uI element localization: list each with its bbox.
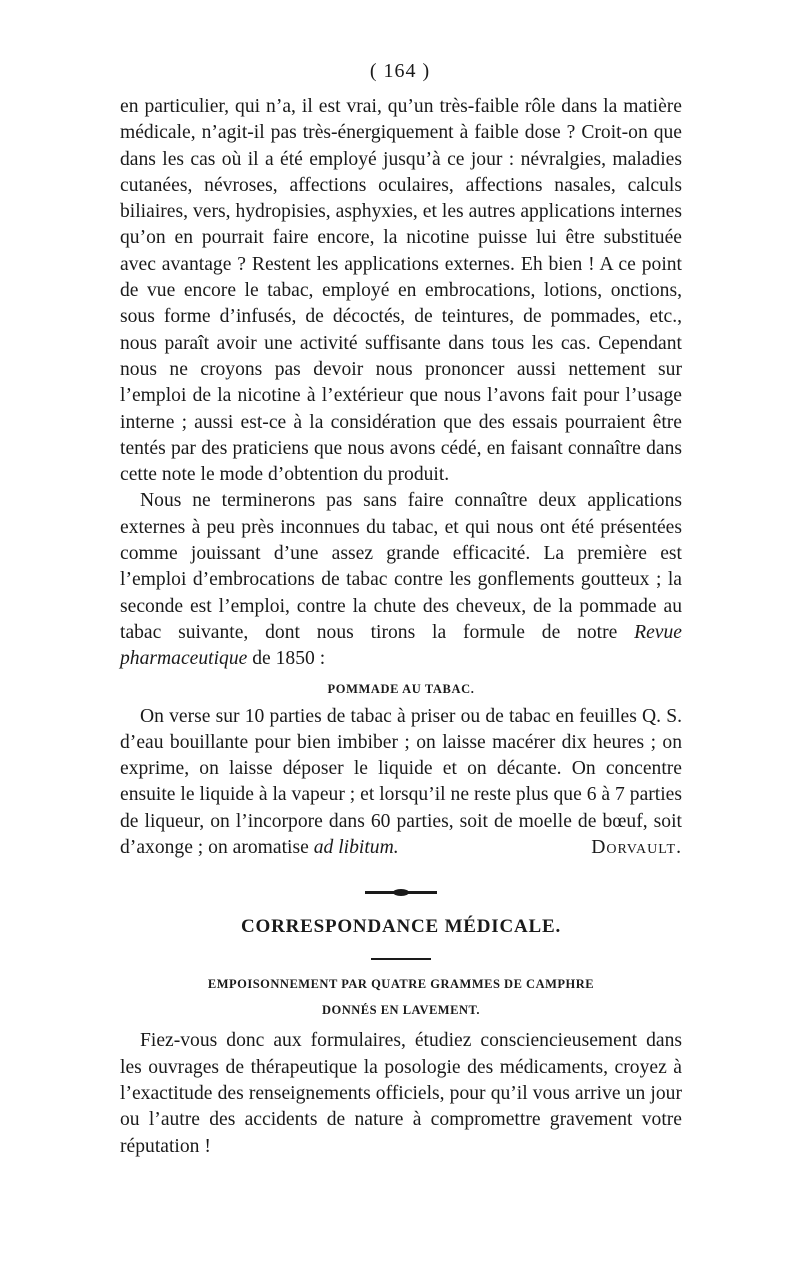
recipe-body: On verse sur 10 parties de tabac à priser ou de tabac en feuilles Q. S. d’eau bouillante pour bien imbiber ; on laisse macérer dix heures ; on exprime, on laisse déposer le liquide et on décante. On concentre ensuite le liquide à la vapeur ; et lorsqu’il ne reste plus que 6 à 7 parties de liqueur, on l’incorpore dans 60 parties, soit de moelle de bœuf, soit d’axonge ; on aromatise [120, 705, 682, 859]
paragraph-nicotine: en particulier, qui n’a, il est vrai, qu’un très-faible rôle dans la matière médicale, n’agit-il pas très-énergiquement à faible dose ? Croit-on que dans les cas où il a été employé jusqu’à ce jour : névralgies, maladies cutanées, névroses, affections oculaires, affections nasales, calculs biliaires, vers, hydropisies, asphyxies, et les autres applications internes qu’on en pourrait faire encore, la nicotine puisse lui être substituée avec avantage ? Restent les applications externes. Eh bien ! A ce point de vue encore le tabac, employé en embrocations, lotions, onctions, sous forme d’infusés, de décoctés, de teintures, de pommades, etc., nous paraît avoir une activité suffisante dans tous les cas. Cependant nous ne croyons pas devoir nous prononcer aussi nettement sur l’emploi de la nicotine à l’extérieur que nous l’avons fait pour l’usage interne ; aussi est-ce à la considération que des essais pourraient être tentés par des praticiens que nous avons cédé, en faisant connaître dans cette note le mode d’obtention du produit. [120, 96, 682, 486]
journal-title: Revue pharmaceutique [120, 621, 682, 670]
page-number: ( 164 ) [369, 60, 431, 82]
page-body [120, 94, 682, 1160]
recipe-title: POMMADE AU TABAC. [327, 681, 475, 696]
paragraph-applications-text: Nous ne terminerons pas sans faire connaître deux applications externes à peu près inconnues du tabac, et qui nous ont été présentées comme jouissant d’une assez grande efficacité. La première est l’emploi d’embrocations de tabac contre les gonflements goutteux ; la seconde est l’emploi, contre la chute des cheveux, de la pommade au tabac suivante, dont nous tirons la formule de notre [120, 490, 682, 643]
article-paragraph: Fiez-vous donc aux formulaires, étudiez consciencieusement dans les ouvrages de thérapeutique la posologie des médicaments, croyez à l’exactitude des renseignements officiels, pour qu’il vous arrive un jour ou l’autre des accidents de nature à compromettre gravement votre réputation ! [120, 1030, 682, 1157]
recipe-italic: ad libitum. [313, 837, 399, 859]
recipe-text [120, 704, 682, 862]
article-title-line1: EMPOISONNEMENT PAR QUATRE GRAMMES DE CAMPHRE [207, 977, 595, 992]
section-divider [371, 958, 431, 960]
paragraph-applications [120, 488, 682, 672]
paragraph-applications-end: de 1850 : [247, 648, 326, 670]
recipe-signature: Dorvault. [591, 837, 682, 859]
article-title-line2: DONNÉS EN LAVEMENT. [321, 1003, 481, 1018]
section-title: CORRESPONDANCE MÉDICALE. [240, 916, 562, 938]
ornamental-divider [365, 891, 437, 894]
